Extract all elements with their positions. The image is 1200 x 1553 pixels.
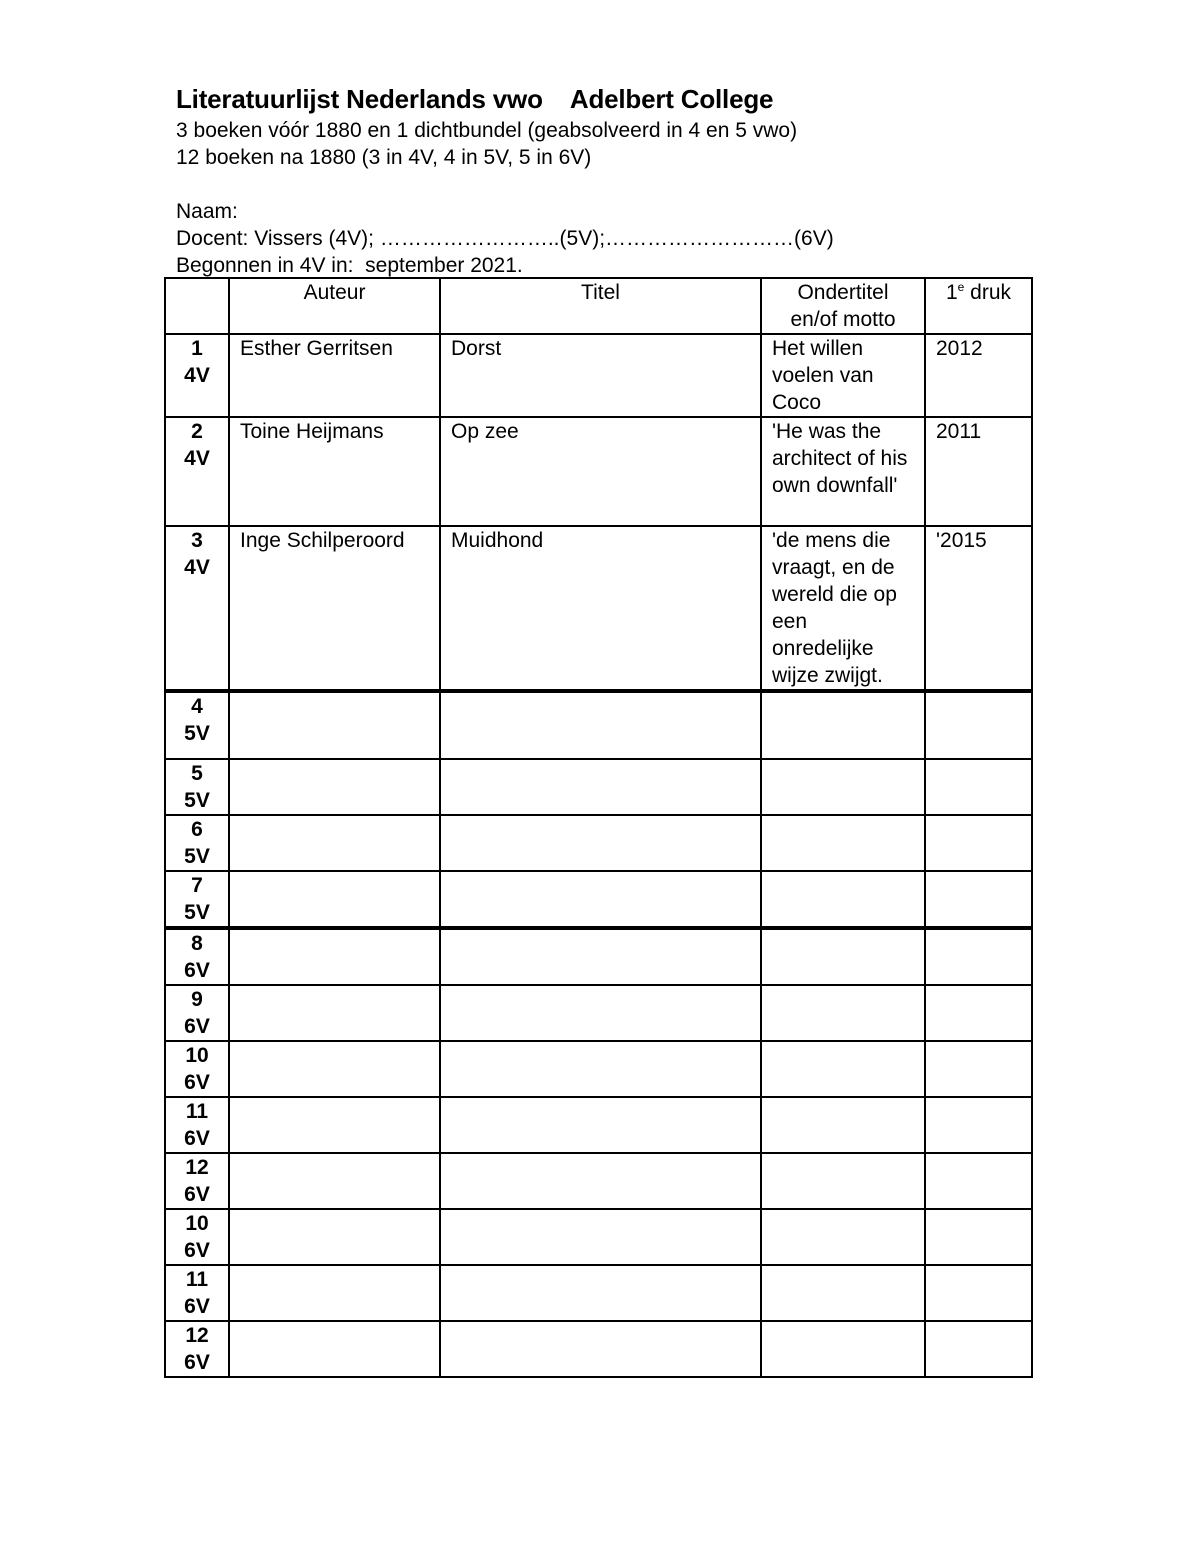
literature-table — [164, 277, 1033, 1378]
row-number-cell — [165, 1209, 229, 1265]
row-level: 5V — [184, 722, 210, 745]
cell-ondertitel: 'de mens die vraagt, en de wereld die op een onredelijke wijze zwijgt. — [761, 526, 925, 691]
cell-druk — [925, 1097, 1032, 1153]
cell-auteur: Inge Schilperoord — [229, 526, 440, 691]
requirement-line-1: 3 boeken vóór 1880 en 1 dichtbundel (geabsolveerd in 4 en 5 vwo) — [176, 119, 798, 142]
cell-titel — [440, 1265, 761, 1321]
cell-titel — [440, 1097, 761, 1153]
table-header-row — [165, 278, 1032, 334]
cell-ondertitel — [761, 985, 925, 1041]
cell-titel — [440, 1041, 761, 1097]
cell-titel — [440, 1321, 761, 1377]
row-level: 5V — [184, 789, 210, 812]
cell-auteur — [229, 1321, 440, 1377]
row-level: 6V — [184, 1015, 210, 1038]
table-row — [165, 334, 1032, 417]
row-number: 9 — [191, 988, 203, 1011]
table-row — [165, 691, 1032, 759]
header-ondertitel — [761, 278, 925, 334]
header-titel: Titel — [440, 278, 761, 334]
table-row — [165, 1209, 1032, 1265]
table-row — [165, 417, 1032, 526]
row-number: 3 — [191, 529, 203, 552]
table-row — [165, 1265, 1032, 1321]
cell-titel — [440, 928, 761, 985]
row-number: 12 — [185, 1156, 209, 1179]
cell-ondertitel — [761, 1097, 925, 1153]
header-druk-prefix: 1 — [945, 281, 958, 304]
cell-druk — [925, 985, 1032, 1041]
cell-ondertitel — [761, 815, 925, 871]
row-number-cell — [165, 815, 229, 871]
row-number-cell — [165, 1041, 229, 1097]
row-number: 11 — [185, 1268, 209, 1291]
cell-druk: 2011 — [925, 417, 1032, 526]
docent-line: Docent: Vissers (4V); ……………………..(5V);………………………(6V) — [176, 227, 834, 250]
cell-ondertitel: Het willen voelen van Coco — [761, 334, 925, 417]
cell-druk — [925, 871, 1032, 928]
header-num-cell — [165, 278, 229, 334]
row-level: 6V — [184, 1239, 210, 1262]
cell-ondertitel — [761, 691, 925, 759]
cell-auteur — [229, 815, 440, 871]
cell-ondertitel — [761, 1321, 925, 1377]
cell-druk — [925, 759, 1032, 815]
cell-druk: 2012 — [925, 334, 1032, 417]
cell-ondertitel — [761, 1209, 925, 1265]
row-number-cell — [165, 759, 229, 815]
title-right: Adelbert College — [569, 84, 774, 114]
table-row — [165, 759, 1032, 815]
cell-auteur — [229, 1209, 440, 1265]
cell-ondertitel — [761, 871, 925, 928]
row-level: 4V — [184, 447, 210, 470]
row-level: 6V — [184, 1351, 210, 1374]
naam-label: Naam: — [176, 200, 238, 223]
cell-ondertitel: 'He was the architect of his own downfall' — [761, 417, 925, 526]
document-title — [176, 84, 773, 114]
row-number: 11 — [185, 1100, 209, 1123]
cell-druk — [925, 815, 1032, 871]
header-ondertitel-line2: en/of motto — [790, 308, 896, 331]
row-number: 6 — [191, 818, 203, 841]
cell-auteur — [229, 1097, 440, 1153]
table-row — [165, 1041, 1032, 1097]
cell-auteur — [229, 1265, 440, 1321]
row-number: 5 — [191, 762, 203, 785]
row-number-cell — [165, 691, 229, 759]
row-level: 6V — [184, 1183, 210, 1206]
row-number-cell — [165, 928, 229, 985]
cell-titel — [440, 985, 761, 1041]
row-level: 6V — [184, 1295, 210, 1318]
table-row — [165, 1097, 1032, 1153]
row-number: 7 — [191, 874, 203, 897]
table-row — [165, 1321, 1032, 1377]
row-level: 5V — [184, 845, 210, 868]
cell-auteur — [229, 985, 440, 1041]
row-number-cell — [165, 871, 229, 928]
row-number: 8 — [191, 932, 203, 955]
cell-ondertitel — [761, 1153, 925, 1209]
cell-auteur — [229, 1041, 440, 1097]
title-left: Literatuurlijst Nederlands vwo — [176, 84, 543, 114]
row-number: 1 — [191, 337, 203, 360]
table-row — [165, 1153, 1032, 1209]
cell-ondertitel — [761, 1041, 925, 1097]
table-row — [165, 815, 1032, 871]
cell-druk: '2015 — [925, 526, 1032, 691]
row-level: 6V — [184, 1071, 210, 1094]
cell-titel — [440, 691, 761, 759]
table-row — [165, 526, 1032, 691]
row-number: 12 — [185, 1324, 209, 1347]
header-druk-suffix: druk — [964, 281, 1012, 304]
row-level: 4V — [184, 364, 210, 387]
begonnen-line: Begonnen in 4V in: september 2021. — [176, 254, 523, 277]
cell-titel — [440, 815, 761, 871]
cell-titel — [440, 871, 761, 928]
cell-ondertitel — [761, 759, 925, 815]
row-number: 2 — [191, 420, 203, 443]
header-druk-sup: e — [957, 280, 965, 294]
row-level: 6V — [184, 959, 210, 982]
row-number: 10 — [185, 1044, 209, 1067]
cell-titel: Muidhond — [440, 526, 761, 691]
row-level: 5V — [184, 901, 210, 924]
table-row — [165, 871, 1032, 928]
cell-auteur — [229, 871, 440, 928]
row-number-cell — [165, 417, 229, 526]
cell-druk — [925, 1265, 1032, 1321]
requirement-line-2: 12 boeken na 1880 (3 in 4V, 4 in 5V, 5 in 6V) — [176, 146, 592, 169]
row-number: 10 — [185, 1212, 209, 1235]
cell-auteur — [229, 928, 440, 985]
cell-ondertitel — [761, 1265, 925, 1321]
cell-titel — [440, 1209, 761, 1265]
cell-titel — [440, 759, 761, 815]
row-number-cell — [165, 1097, 229, 1153]
row-number-cell — [165, 985, 229, 1041]
row-number-cell — [165, 1321, 229, 1377]
cell-auteur: Esther Gerritsen — [229, 334, 440, 417]
cell-auteur — [229, 1153, 440, 1209]
cell-druk — [925, 1153, 1032, 1209]
cell-ondertitel — [761, 928, 925, 985]
row-level: 4V — [184, 556, 210, 579]
table-row — [165, 928, 1032, 985]
cell-auteur — [229, 759, 440, 815]
cell-auteur — [229, 691, 440, 759]
row-number-cell — [165, 1153, 229, 1209]
row-number-cell — [165, 334, 229, 417]
cell-titel: Dorst — [440, 334, 761, 417]
row-level: 6V — [184, 1127, 210, 1150]
cell-titel: Op zee — [440, 417, 761, 526]
header-auteur: Auteur — [229, 278, 440, 334]
cell-auteur: Toine Heijmans — [229, 417, 440, 526]
row-number-cell — [165, 1265, 229, 1321]
header-druk — [925, 278, 1032, 334]
cell-druk — [925, 1209, 1032, 1265]
cell-druk — [925, 1321, 1032, 1377]
table-row — [165, 985, 1032, 1041]
row-number: 4 — [191, 695, 203, 718]
row-number-cell — [165, 526, 229, 691]
cell-druk — [925, 928, 1032, 985]
cell-druk — [925, 1041, 1032, 1097]
header-ondertitel-line1: Ondertitel — [797, 281, 889, 304]
cell-druk — [925, 691, 1032, 759]
cell-titel — [440, 1153, 761, 1209]
